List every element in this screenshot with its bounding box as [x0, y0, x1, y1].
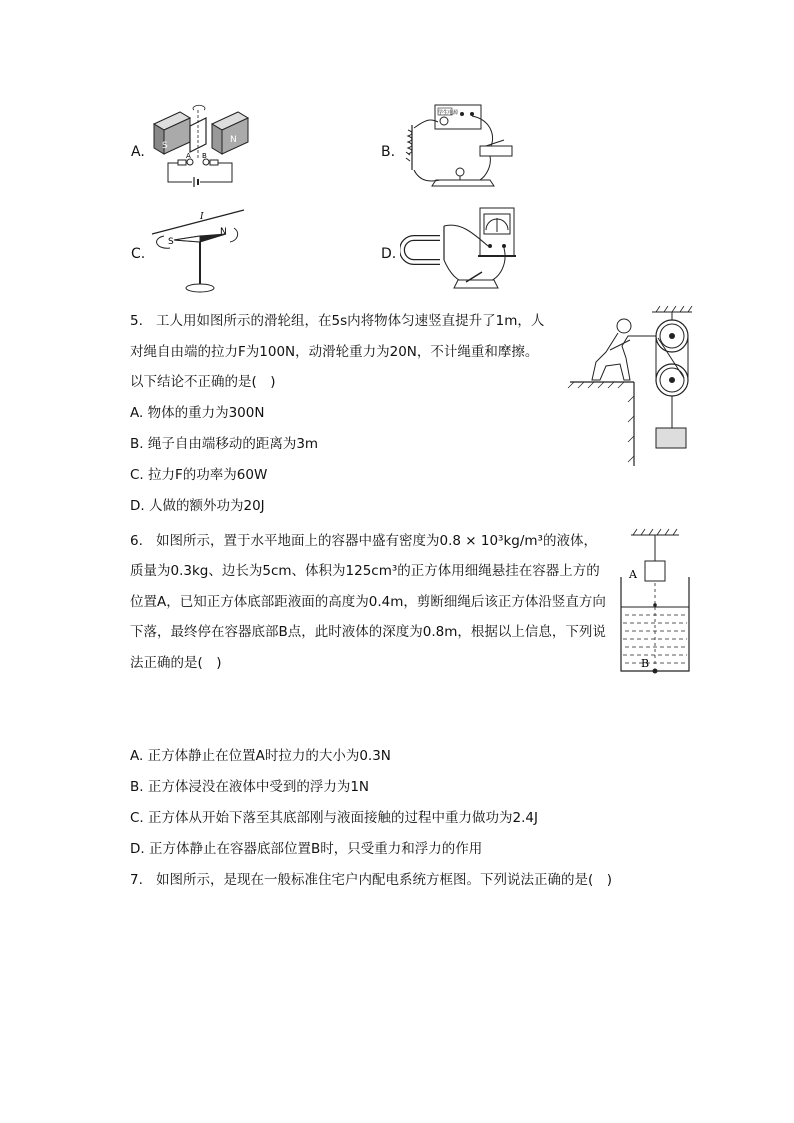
q6-number: 6.: [130, 533, 143, 549]
q6-option-c: C. 正方体从开始下落至其底部刚与液面接触的过程中重力做功为2.4J: [130, 810, 538, 826]
fig-q6-a-label: A: [629, 568, 637, 581]
q7-number: 7.: [130, 872, 143, 888]
q4-figure-a-motor: [150, 104, 250, 189]
q4-figure-c-oersted: [150, 204, 250, 296]
q4-figure-b-circuit: [400, 100, 520, 190]
q6-line-2: 质量为0.3kg、边长为5cm、体积为125cm³的正方体用细绳悬挂在容器上方的: [130, 563, 600, 579]
q5-line-2: 对绳自由端的拉力F为100N，动滑轮重力为20N，不计绳重和摩擦。: [130, 344, 539, 360]
q5-figure-pulley: [566, 306, 696, 468]
q6-figure-container: [617, 527, 693, 677]
q5-option-a: A. 物体的重力为300N: [130, 405, 265, 421]
q4-option-a-label: A.: [131, 144, 145, 160]
fig-q6-b-label: B: [641, 657, 650, 670]
q5-option-d: D. 人做的额外功为20J: [130, 498, 265, 514]
q4-option-b-label: B.: [381, 144, 396, 160]
q6-line-4: 下落，最终停在容器底部B点，此时液体的深度为0.8m，根据以上信息，下列说: [130, 624, 606, 640]
q6-line-3: 位置A，已知正方体底部距液面的高度为0.4m，剪断细绳后该正方体沿竖直方向: [130, 594, 606, 610]
q5-number: 5.: [130, 313, 143, 329]
q4-option-d-label: D.: [381, 246, 397, 262]
q6-option-d: D. 正方体静止在容器底部位置B时，只受重力和浮力的作用: [130, 841, 483, 857]
fig-c-s-label: S: [168, 237, 174, 247]
fig-a-s-label: S: [162, 141, 168, 151]
q5-line-3: 以下结论不正确的是( ): [130, 374, 276, 390]
fig-c-n-label: N: [220, 227, 227, 237]
q6-option-a: A. 正方体静止在位置A时拉力的大小为0.3N: [130, 748, 391, 764]
q4-option-c-label: C.: [131, 246, 146, 262]
q6-option-b: B. 正方体浸没在液体中受到的浮力为1N: [130, 779, 370, 795]
q6-line-5: 法正确的是( ): [130, 655, 222, 671]
fig-a-a-label: A: [186, 152, 191, 160]
q6-line-1: 如图所示，置于水平地面上的容器中盛有密度为0.8 × 10³kg/m³的液体，: [156, 533, 597, 549]
q5-line-1: 工人用如图所示的滑轮组，在5s内将物体匀速竖直提升了1m，人: [156, 313, 545, 329]
fig-a-n-label: N: [230, 135, 237, 145]
q5-option-c: C. 拉力F的功率为60W: [130, 467, 268, 483]
fig-b-panel-label: 学生电源: [438, 110, 459, 116]
q4-figure-d-induction: [400, 204, 520, 296]
q7-text: 如图所示，是现在一般标准住宅户内配电系统方框图。下列说法正确的是( ): [156, 872, 613, 888]
q5-option-b: B. 绳子自由端移动的距离为3m: [130, 436, 319, 452]
fig-a-b-label: B: [202, 152, 207, 160]
fig-c-i-label: I: [200, 212, 204, 222]
